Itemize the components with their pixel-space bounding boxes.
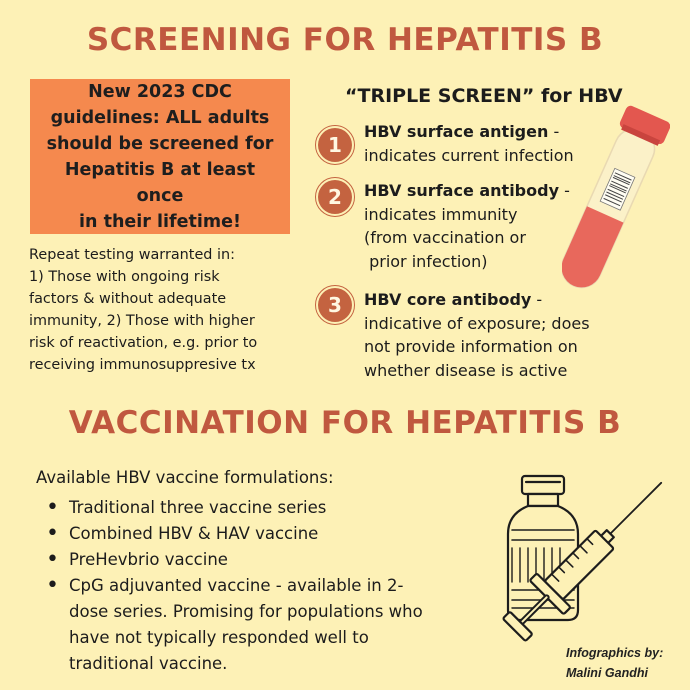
- callout-line: should be screened for: [46, 133, 274, 154]
- callout-line: Hepatitis B at least once: [64, 159, 256, 206]
- repeat-line: factors & without adequate: [29, 291, 227, 307]
- list-item: • Combined HBV & HAV vaccine: [44, 521, 423, 547]
- triple-screen-title: “TRIPLE SCREEN” for HBV: [345, 85, 623, 107]
- callout-line: New 2023 CDC: [88, 81, 232, 102]
- test-name: HBV surface antigen: [364, 122, 549, 141]
- list-item: • PreHevbrio vaccine: [44, 547, 423, 573]
- test-desc-line: indicates current infection: [364, 145, 574, 165]
- repeat-line: Repeat testing warranted in:: [29, 247, 235, 263]
- screen-item-surface-antigen: HBV surface antigen - indicates current infection: [364, 120, 574, 167]
- list-item: • CpG adjuvanted vaccine - available in 2- dose series. Promising for populations who have not typically responded well to traditional vaccine.: [44, 573, 423, 677]
- test-name: HBV core antibody: [364, 290, 532, 309]
- repeat-line: receiving immunosuppresive tx: [29, 357, 256, 373]
- test-desc-line: whether disease is active: [364, 360, 568, 380]
- screen-item-surface-antibody: HBV surface antibody - indicates immunity (from vaccination or prior infection): [364, 179, 570, 273]
- screen-item-core-antibody: HBV core antibody - indicative of exposure; does not provide information on whether disease is active: [364, 288, 590, 382]
- cdc-guideline-callout: [30, 79, 290, 234]
- test-name: HBV surface antibody: [364, 181, 560, 200]
- test-desc-line: not provide information on: [364, 337, 578, 356]
- test-desc-line: indicative of exposure; does: [364, 313, 590, 333]
- screening-title: SCREENING FOR HEPATITIS B: [86, 22, 604, 58]
- vaccine-vial-syringe-icon: [482, 470, 682, 650]
- blood-test-tube-icon: [562, 100, 670, 310]
- credit-line: Infographics by:: [566, 646, 664, 660]
- callout-line: in their lifetime!: [79, 211, 241, 232]
- vaccine-intro: Available HBV vaccine formulations:: [36, 468, 334, 487]
- repeat-line: 1) Those with ongoing risk: [29, 269, 220, 285]
- repeat-line: risk of reactivation, e.g. prior to: [29, 335, 258, 351]
- credit: [566, 643, 663, 683]
- test-desc-line: (from vaccination or: [364, 228, 526, 247]
- vaccination-title: VACCINATION FOR HEPATITIS B: [68, 405, 622, 441]
- credit-author: Malini Gandhi: [566, 666, 648, 680]
- vaccine-list: [44, 495, 423, 677]
- number-badge-1: 1: [318, 128, 352, 162]
- repeat-line: immunity, 2) Those with higher: [29, 313, 255, 329]
- repeat-testing-text: [29, 244, 291, 376]
- test-desc-line: prior infection): [364, 251, 488, 271]
- callout-line: guidelines: ALL adults: [50, 107, 270, 128]
- number-badge-2: 2: [318, 180, 352, 214]
- number-badge-3: 3: [318, 288, 352, 322]
- list-item: • Traditional three vaccine series: [44, 495, 423, 521]
- test-desc-line: indicates immunity: [364, 204, 518, 224]
